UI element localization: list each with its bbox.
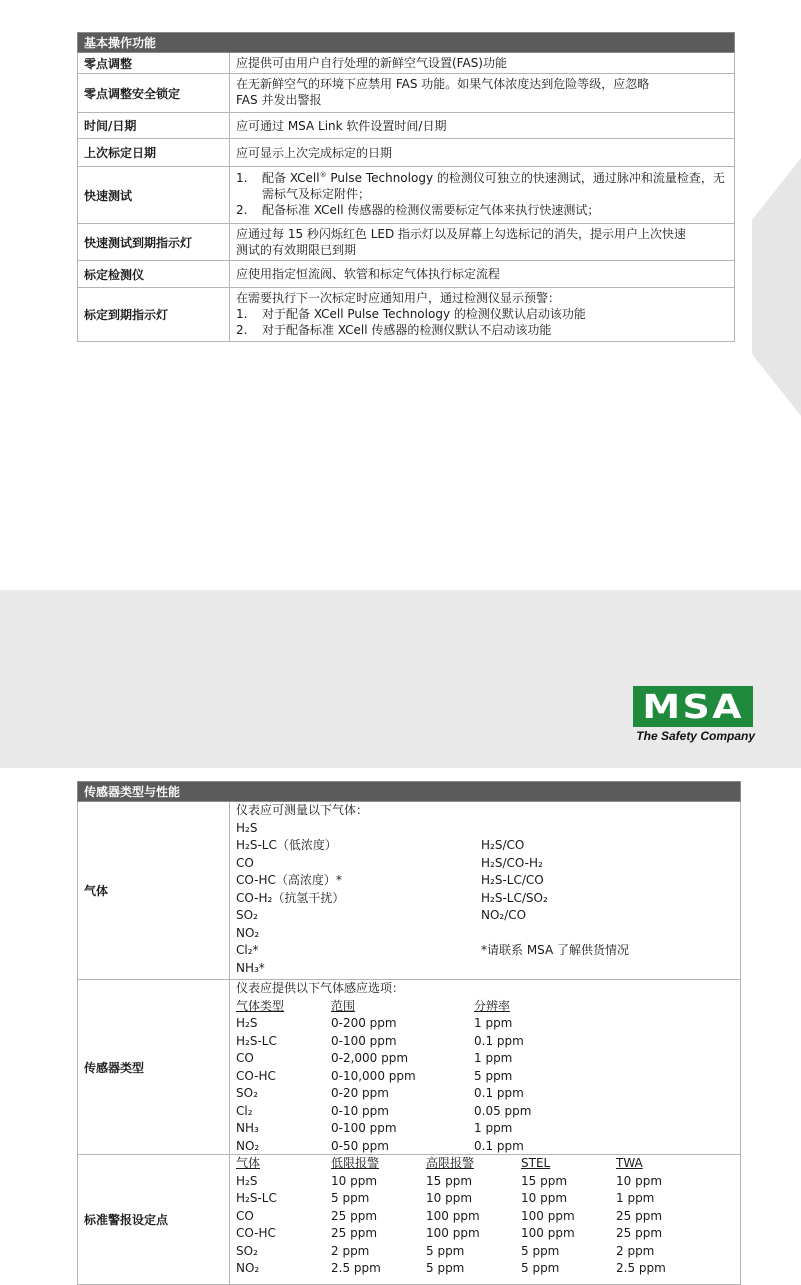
row-label: 零点调整 bbox=[78, 53, 230, 73]
table-cell: 5 ppm bbox=[426, 1261, 465, 1275]
row-label: 零点调整安全锁定 bbox=[78, 74, 230, 112]
row-value-line: 在无新鲜空气的环境下应禁用 FAS 功能。如果气体浓度达到危险等级，应忽略 bbox=[236, 77, 650, 91]
table-cell: NH₃ bbox=[236, 1121, 259, 1135]
table-row bbox=[77, 288, 735, 342]
alarm-list bbox=[236, 1155, 734, 1278]
table-cell: 15 ppm bbox=[521, 1173, 568, 1188]
table-cell: 1 ppm bbox=[474, 1051, 513, 1065]
row-label: 标定到期指示灯 bbox=[78, 288, 230, 341]
table-cell: 5 ppm bbox=[521, 1261, 560, 1275]
table-cell: 25 ppm bbox=[331, 1226, 378, 1240]
table-cell: 5 ppm bbox=[426, 1243, 465, 1258]
table-cell: SO₂ bbox=[236, 1243, 258, 1258]
row-value-line: FAS 并发出警报 bbox=[236, 93, 322, 107]
row-value bbox=[230, 224, 734, 260]
table-cell: 5 ppm bbox=[521, 1243, 560, 1258]
table-cell: CO-HC bbox=[236, 1068, 276, 1083]
row-value: 仪表应提供以下气体感应选项： 气体类型 范围 分辨率 H₂S 0-200 ppm 1 ppm H₂S-LC 0-100 ppm 0.1 ppm CO 0-2,000 ppm 1 ppm CO-HC 0-10,000 ppm 5 ppm SO₂ 0-20 ppm 0.1 ppm Cl₂ 0-10 ppm 0.05 ppm NH₃ 0-100 ppm 1 ppm NO₂ 0-50 ppm 0.1 ppm bbox=[230, 980, 740, 1154]
row-value: 应可通过 MSA Link 软件设置时间/日期 bbox=[236, 118, 447, 133]
row-value: 应可显示上次完成标定的日期 bbox=[236, 145, 393, 160]
table-cell: 10 ppm bbox=[616, 1173, 663, 1188]
table-cell: 100 ppm bbox=[521, 1226, 575, 1240]
column-header: TWA bbox=[616, 1156, 643, 1170]
table-cell: 5 ppm bbox=[331, 1191, 370, 1205]
table-row bbox=[77, 139, 735, 167]
gas-item: H₂S bbox=[236, 820, 258, 835]
gas-combo-item bbox=[481, 960, 734, 978]
row-label: 上次标定日期 bbox=[78, 139, 230, 166]
gas-combo-item bbox=[481, 925, 734, 943]
list-item: 1. 对于配备 XCell Pulse Technology 的检测仪默认启动该功能 bbox=[236, 307, 586, 321]
column-header: 高限报警 bbox=[426, 1156, 475, 1170]
table-cell: 1 ppm bbox=[474, 1016, 513, 1030]
row-value-line: 应通过每 15 秒闪烁红色 LED 指示灯以及屏幕上勾选标记的消失，提示用户上次快速 bbox=[236, 227, 687, 241]
list-item: 2. 对于配备标准 XCell 传感器的检测仪默认不启动该功能 bbox=[236, 323, 552, 337]
table-cell: Cl₂ bbox=[236, 1103, 253, 1118]
gas-item: NO₂ bbox=[236, 925, 260, 940]
table-row bbox=[77, 53, 735, 74]
gas-list bbox=[236, 820, 734, 978]
table-cell: 100 ppm bbox=[426, 1208, 480, 1223]
table-row bbox=[77, 113, 735, 139]
row-value bbox=[230, 74, 734, 112]
table-row bbox=[77, 1155, 741, 1285]
list-item: 1. 配备 XCell® Pulse Technology 的检测仪可独立的快速测试，通过脉冲和流量检查，无需标气及标定附件； bbox=[236, 171, 725, 201]
sensor-table bbox=[77, 781, 741, 1285]
gas-item: NH₃* bbox=[236, 960, 265, 975]
gas-combo-item bbox=[481, 820, 734, 838]
table-cell: 10 ppm bbox=[426, 1191, 473, 1205]
row-value-line: 测试的有效期限已到期 bbox=[236, 243, 357, 257]
row-label: 标定检测仪 bbox=[78, 261, 230, 287]
table-row bbox=[77, 74, 735, 113]
table-cell: 2 ppm bbox=[616, 1243, 655, 1258]
table-cell: 10 ppm bbox=[331, 1173, 378, 1188]
gas-item: H₂S-LC（低浓度） bbox=[236, 838, 337, 852]
table-cell: 0-2,000 ppm bbox=[331, 1051, 409, 1065]
gas-item: Cl₂* bbox=[236, 943, 259, 957]
table-row bbox=[77, 802, 741, 980]
row-label: 快速测试到期指示灯 bbox=[78, 224, 230, 260]
table-cell: NO₂ bbox=[236, 1261, 260, 1275]
table-header: 基本操作功能 bbox=[77, 32, 735, 53]
table-cell: 25 ppm bbox=[616, 1208, 663, 1223]
row-label: 快速测试 bbox=[78, 167, 230, 223]
row-label: 时间/日期 bbox=[78, 113, 230, 138]
table-cell: NO₂ bbox=[236, 1138, 260, 1153]
table-header: 传感器类型与性能 bbox=[77, 781, 741, 802]
column-header: STEL bbox=[521, 1156, 551, 1170]
row-value: 仪表应可测量以下气体： H₂S H₂S-LC（低浓度） H₂S/CO CO H₂S/CO-H₂ CO-HC（高浓度）* H₂S-LC/CO CO-H₂（抗氢干扰） H₂S-LC/SO₂ SO₂ NO₂/CO NO₂ Cl₂* *请联系 MSA 了解供货情况 NH₃* bbox=[230, 802, 740, 979]
table-cell: 0.1 ppm bbox=[474, 1033, 524, 1048]
list-item: 2. 配备标准 XCell 传感器的检测仪需要标定气体来执行快速测试； bbox=[236, 203, 600, 217]
table-cell: 2.5 ppm bbox=[331, 1261, 381, 1275]
table-cell: 0-20 ppm bbox=[331, 1086, 389, 1100]
row-label: 传感器类型 bbox=[78, 980, 230, 1154]
table-cell: CO bbox=[236, 1208, 254, 1223]
table-row bbox=[77, 167, 735, 224]
table-cell: 0.1 ppm bbox=[474, 1138, 524, 1153]
table-cell: H₂S bbox=[236, 1016, 258, 1030]
gas-combo-item: NO₂/CO bbox=[481, 908, 527, 922]
logo-tagline: The Safety Company bbox=[636, 729, 755, 743]
table-cell: CO bbox=[236, 1051, 254, 1065]
table-cell: 25 ppm bbox=[331, 1208, 378, 1223]
table-cell: 100 ppm bbox=[426, 1226, 480, 1240]
column-header: 范围 bbox=[331, 998, 356, 1013]
table-cell: 15 ppm bbox=[426, 1173, 473, 1188]
column-header: 低限报警 bbox=[331, 1156, 380, 1170]
table-cell: 0.05 ppm bbox=[474, 1103, 532, 1118]
column-header: 气体 bbox=[236, 1156, 261, 1170]
row-value: 在需要执行下一次标定时应通知用户，通过检测仪显示预警： 1. 对于配备 XCell Pulse Technology 的检测仪默认启动该功能 2. 对于配备标准 XCell 传感器的检测仪默认不启动该功能 bbox=[230, 288, 734, 341]
table-cell: 2 ppm bbox=[331, 1243, 370, 1258]
gas-item: CO-H₂（抗氢干扰） bbox=[236, 890, 345, 905]
table-cell: 0-100 ppm bbox=[331, 1033, 397, 1048]
table-cell: 1 ppm bbox=[474, 1121, 513, 1135]
gas-item: SO₂ bbox=[236, 908, 258, 922]
side-decoration bbox=[752, 158, 801, 416]
row-value: 应使用指定恒流阀、软管和标定气体执行标定流程 bbox=[236, 267, 501, 281]
table-cell: 0.1 ppm bbox=[474, 1086, 524, 1100]
table-cell: H₂S-LC bbox=[236, 1191, 277, 1205]
gas-combo-item: H₂S/CO bbox=[481, 838, 525, 852]
row-label: 标准警报设定点 bbox=[78, 1155, 230, 1284]
table-cell: H₂S bbox=[236, 1173, 258, 1188]
table-cell: 25 ppm bbox=[616, 1226, 663, 1240]
table-cell: 0-10 ppm bbox=[331, 1103, 389, 1118]
table-row bbox=[77, 224, 735, 261]
gas-item: CO bbox=[236, 855, 254, 870]
table-row bbox=[77, 980, 741, 1155]
gas-item: CO-HC（高浓度）* bbox=[236, 873, 342, 887]
table-cell: H₂S-LC bbox=[236, 1033, 277, 1048]
msa-logo: MSA bbox=[633, 686, 753, 727]
gas-combo-item: *请联系 MSA 了解供货情况 bbox=[481, 943, 630, 957]
table-cell: 5 ppm bbox=[474, 1068, 513, 1083]
table-cell: 0-200 ppm bbox=[331, 1016, 397, 1030]
table-cell: CO-HC bbox=[236, 1226, 276, 1240]
table-cell: SO₂ bbox=[236, 1086, 258, 1100]
table-cell: 10 ppm bbox=[521, 1191, 568, 1205]
sensor-list bbox=[236, 998, 734, 1156]
table-cell: 1 ppm bbox=[616, 1191, 655, 1205]
table-cell: 0-100 ppm bbox=[331, 1121, 397, 1135]
row-value bbox=[230, 167, 734, 223]
row-value bbox=[230, 1155, 740, 1284]
basic-functions-table bbox=[77, 32, 735, 342]
column-header: 气体类型 bbox=[236, 998, 285, 1013]
gas-combo-item: H₂S-LC/SO₂ bbox=[481, 890, 548, 905]
row-value: 应提供可由用户自行处理的新鲜空气设置(FAS)功能 bbox=[236, 56, 507, 70]
gas-combo-item: H₂S-LC/CO bbox=[481, 873, 544, 887]
column-header: 分辨率 bbox=[474, 998, 511, 1013]
table-cell: 2.5 ppm bbox=[616, 1261, 666, 1275]
row-label: 气体 bbox=[78, 802, 230, 979]
table-row bbox=[77, 261, 735, 288]
table-cell: 0-10,000 ppm bbox=[331, 1068, 416, 1083]
table-cell: 100 ppm bbox=[521, 1208, 575, 1223]
gas-combo-item: H₂S/CO-H₂ bbox=[481, 855, 543, 870]
table-cell: 0-50 ppm bbox=[331, 1138, 389, 1153]
